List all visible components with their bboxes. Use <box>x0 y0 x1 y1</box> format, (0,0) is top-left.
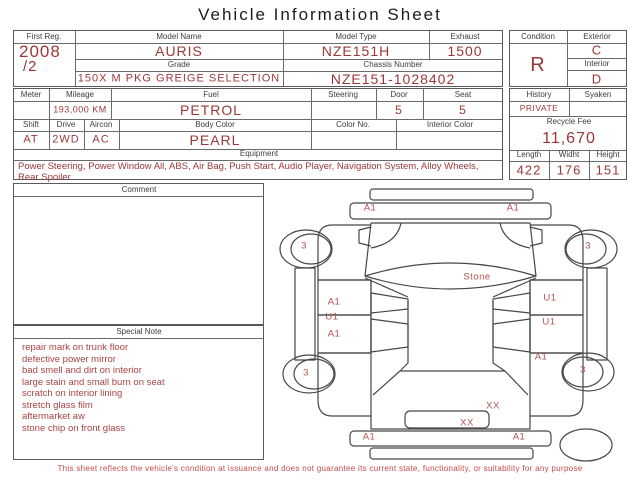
recycle-fee-label: Recycle Fee <box>546 117 592 126</box>
color-no-label: Color No. <box>336 120 370 129</box>
divider <box>14 196 263 197</box>
exhaust-value: 1500 <box>447 43 483 59</box>
damage-marker-u1: U1 <box>543 292 557 304</box>
divider <box>396 119 397 149</box>
grade-value: 150X M PKG GREIGE SELECTION <box>77 72 281 85</box>
damage-marker-3: 3 <box>585 240 591 252</box>
damage-marker-a1: A1 <box>363 202 377 214</box>
divider <box>376 89 377 119</box>
spec-table <box>13 88 503 183</box>
special-note-line: bad smell and dirt on interior <box>22 365 142 376</box>
divider <box>589 150 590 179</box>
body-color-value: PEARL <box>189 132 241 148</box>
divider <box>311 119 312 149</box>
fuel-label: Fuel <box>203 90 219 99</box>
a-pillars <box>365 278 536 297</box>
aircon-label: Aircon <box>89 120 113 129</box>
divider <box>111 89 112 119</box>
exterior-grade: C <box>591 42 603 58</box>
divider <box>423 89 424 119</box>
mileage-value: 193,000 KM <box>53 104 107 115</box>
door-label: Door <box>390 90 408 99</box>
special-note-line: defective power mirror <box>22 353 116 365</box>
left-pillar-flap-1 <box>371 293 408 313</box>
exterior-label: Exterior <box>583 32 611 41</box>
divider <box>14 43 502 44</box>
condition-table <box>509 30 627 87</box>
front-left-wheel-inner <box>291 234 331 264</box>
front-left-arch <box>371 223 401 248</box>
mileage-label: Mileage <box>65 90 95 99</box>
left-pillar-flap-2 <box>371 319 408 352</box>
equipment-label: Equipment <box>239 149 279 158</box>
front-grille-strip <box>370 189 533 200</box>
length-value: 422 <box>516 162 542 178</box>
first-reg-label: First Reg. <box>26 32 62 41</box>
damage-marker-xx: XX <box>486 400 500 412</box>
comment-box <box>13 183 264 325</box>
divider <box>84 119 85 149</box>
disclaimer-text: This sheet reflects the vehicle's condition at issuance and does not guarantee its current state, functionality, or suitability for any purpose <box>57 464 583 473</box>
interior-color-label: Interior Color <box>426 120 474 129</box>
divider <box>14 338 263 339</box>
first-reg-value <box>19 44 61 74</box>
divider <box>119 119 120 149</box>
car-diagram <box>266 183 640 463</box>
special-note-line: aftermarket aw <box>22 411 85 422</box>
model-name-label: Model Name <box>156 32 202 41</box>
model-info-table <box>13 30 503 87</box>
right-pillar-flap-2 <box>493 319 530 352</box>
spare-tire <box>560 429 612 461</box>
hood-outline <box>365 223 536 276</box>
special-note-line: large stain and small burn on seat <box>22 376 165 388</box>
condition-label: Condition <box>521 32 555 41</box>
width-label: Widht <box>558 150 580 159</box>
special-note-line: stretch glass film <box>22 399 93 411</box>
special-note-line: scratch on interior lining <box>22 388 123 399</box>
seat-label: Seat <box>454 90 472 99</box>
door-value: 5 <box>395 103 403 117</box>
left-sill <box>295 268 315 360</box>
seat-value: 5 <box>459 103 467 117</box>
first-reg-year: 2008 <box>19 42 61 61</box>
damage-marker-xx: XX <box>460 417 474 429</box>
special-note-label: Special Note <box>116 327 162 336</box>
rear-right-wheel <box>562 353 614 391</box>
height-value: 151 <box>595 162 621 178</box>
recycle-fee-value: 11,670 <box>542 130 596 147</box>
right-front-fender <box>530 225 583 280</box>
body-color-label: Body Color <box>195 120 235 129</box>
model-type-label: Model Type <box>335 32 377 41</box>
drive-value: 2WD <box>52 133 80 146</box>
first-reg-month: /2 <box>23 58 38 75</box>
rear-lower-strip <box>370 448 533 459</box>
rear-left-wheel-inner <box>294 359 334 389</box>
damage-marker-3: 3 <box>303 367 309 379</box>
divider <box>14 131 502 132</box>
shift-value: AT <box>23 133 39 146</box>
page-title: Vehicle Information Sheet <box>198 5 442 24</box>
trunk-lid <box>405 411 489 428</box>
chassis-number-label: Chassis Number <box>363 60 423 69</box>
divider <box>14 101 502 102</box>
chassis-number-value: NZE151-1028402 <box>330 71 456 87</box>
windshield <box>365 263 536 289</box>
model-name-value: AURIS <box>155 43 203 59</box>
history-value: PRIVATE <box>519 102 559 113</box>
exhaust-label: Exhaust <box>450 32 480 41</box>
divider <box>75 59 502 60</box>
height-label: Height <box>596 150 620 159</box>
front-right-arch <box>500 223 530 248</box>
body-sides <box>371 280 530 429</box>
steering-label: Steering <box>328 90 358 99</box>
damage-marker-u1: U1 <box>325 311 339 323</box>
front-right-wheel <box>565 230 617 268</box>
fuel-value: PETROL <box>179 102 243 118</box>
history-fee-table <box>509 88 627 180</box>
divider <box>549 150 550 179</box>
damage-marker-a1: A1 <box>327 328 341 340</box>
front-bumper <box>350 203 551 219</box>
damage-marker-u1: U1 <box>542 316 556 328</box>
left-front-door <box>318 280 371 315</box>
divider <box>510 43 626 44</box>
divider <box>311 89 312 119</box>
syaken-label: Syaken <box>584 90 612 99</box>
rear-window <box>373 371 528 395</box>
interior-grade: D <box>591 71 603 87</box>
comment-label: Comment <box>121 185 157 194</box>
width-value: 176 <box>556 162 582 178</box>
right-sill <box>587 268 607 360</box>
right-pillar-flap-1 <box>493 293 530 313</box>
grade-label: Grade <box>167 60 191 69</box>
equipment-value: Power Steering, Power Window All, ABS, Air Bag, Push Start, Audio Player, Navigation System, Alloy Wheels, Rear Spoiler <box>18 161 479 183</box>
drive-label: Drive <box>56 120 76 129</box>
damage-marker-a1: A1 <box>512 431 526 443</box>
aircon-value: AC <box>92 133 110 146</box>
rear-left-wheel <box>283 355 335 393</box>
divider <box>49 89 50 119</box>
divider <box>569 89 570 116</box>
damage-marker-a1: A1 <box>506 202 520 214</box>
damage-marker-3: 3 <box>580 364 586 376</box>
special-note-box <box>13 325 264 460</box>
history-label: History <box>526 90 552 99</box>
right-rear-door <box>530 315 583 353</box>
length-label: Length <box>516 150 542 159</box>
damage-marker-3: 3 <box>301 240 307 252</box>
condition-grade: R <box>530 54 546 76</box>
damage-marker-stone: Stone <box>463 271 491 283</box>
meter-label: Meter <box>20 90 42 99</box>
divider <box>429 31 430 59</box>
roof-rails <box>400 301 505 371</box>
special-note-line: stone chip on front glass <box>22 422 125 434</box>
left-front-fender <box>318 225 371 280</box>
interior-label: Interior <box>584 59 610 68</box>
special-note-list <box>22 342 258 434</box>
special-note-line: repair mark on trunk floor <box>22 342 129 353</box>
damage-marker-a1: A1 <box>327 296 341 308</box>
damage-marker-a1: A1 <box>362 431 376 443</box>
shift-label: Shift <box>22 120 40 129</box>
damage-marker-a1: A1 <box>534 351 548 363</box>
model-type-value: NZE151H <box>321 43 391 59</box>
divider <box>49 119 50 149</box>
